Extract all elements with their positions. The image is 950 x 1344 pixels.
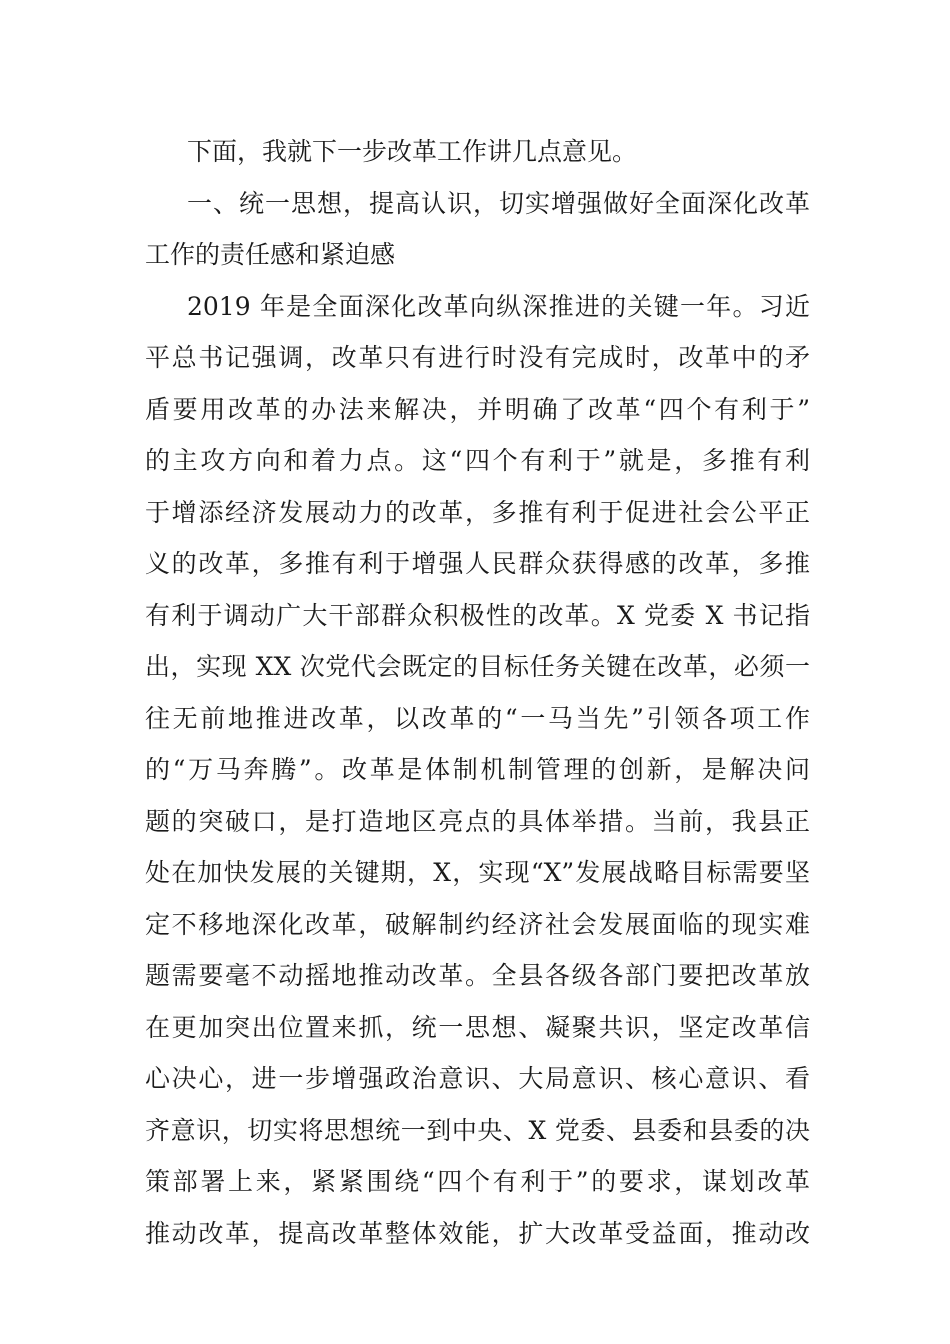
body-paragraph-line: 题的突破口，是打造地区亮点的具体举措。当前，我县正 bbox=[145, 806, 810, 836]
body-paragraph-line: 盾要用改革的办法来解决，并明确了改革“四个有利于” bbox=[145, 394, 810, 424]
body-paragraph-line: 出，实现 XX 次党代会既定的目标任务关键在改革，必须一 bbox=[145, 652, 810, 681]
section-heading-line: 工作的责任感和紧迫感 bbox=[145, 240, 396, 269]
section-heading-line: 一、统一思想，提高认识，切实增强做好全面深化改革 bbox=[187, 188, 810, 218]
body-paragraph-line: 2019 年是全面深化改革向纵深推进的关键一年。习近 bbox=[187, 291, 810, 321]
body-paragraph-line: 于增添经济发展动力的改革，多推有利于促进社会公平正 bbox=[145, 497, 810, 527]
document-body bbox=[145, 126, 810, 1259]
intro-paragraph-line: 下面，我就下一步改革工作讲几点意见。 bbox=[187, 137, 638, 166]
body-paragraph-line: 的主攻方向和着力点。这“四个有利于”就是，多推有利 bbox=[145, 446, 810, 475]
body-paragraph-line: 题需要毫不动摇地推动改革。全县各级各部门要把改革放 bbox=[145, 961, 810, 990]
body-paragraph-line: 有利于调动广大干部群众积极性的改革。X 党委 X 书记指 bbox=[145, 600, 810, 630]
body-paragraph-line: 策部署上来，紧紧围绕“四个有利于”的要求，谋划改革 bbox=[145, 1167, 810, 1196]
body-paragraph-line: 处在加快发展的关键期，X，实现“X”发展战略目标需要坚 bbox=[145, 858, 810, 887]
body-paragraph-line: 推动改革，提高改革整体效能，扩大改革受益面，推动改 bbox=[145, 1218, 810, 1248]
body-paragraph-line: 心决心，进一步增强政治意识、大局意识、核心意识、看 bbox=[145, 1064, 810, 1093]
body-paragraph-line: 定不移地深化改革，破解制约经济社会发展面临的现实难 bbox=[145, 909, 810, 939]
body-paragraph-line: 往无前地推进改革，以改革的“一马当先”引领各项工作 bbox=[145, 703, 810, 733]
body-paragraph-line: 义的改革，多推有利于增强人民群众获得感的改革，多推 bbox=[145, 549, 810, 578]
body-paragraph-line: 齐意识，切实将思想统一到中央、X 党委、县委和县委的决 bbox=[145, 1115, 810, 1145]
body-paragraph-line: 平总书记强调，改革只有进行时没有完成时，改革中的矛 bbox=[145, 343, 810, 372]
body-paragraph-line: 在更加突出位置来抓，统一思想、凝聚共识，坚定改革信 bbox=[145, 1012, 810, 1042]
body-paragraph-line: 的“万马奔腾”。改革是体制机制管理的创新，是解决问 bbox=[145, 755, 810, 784]
